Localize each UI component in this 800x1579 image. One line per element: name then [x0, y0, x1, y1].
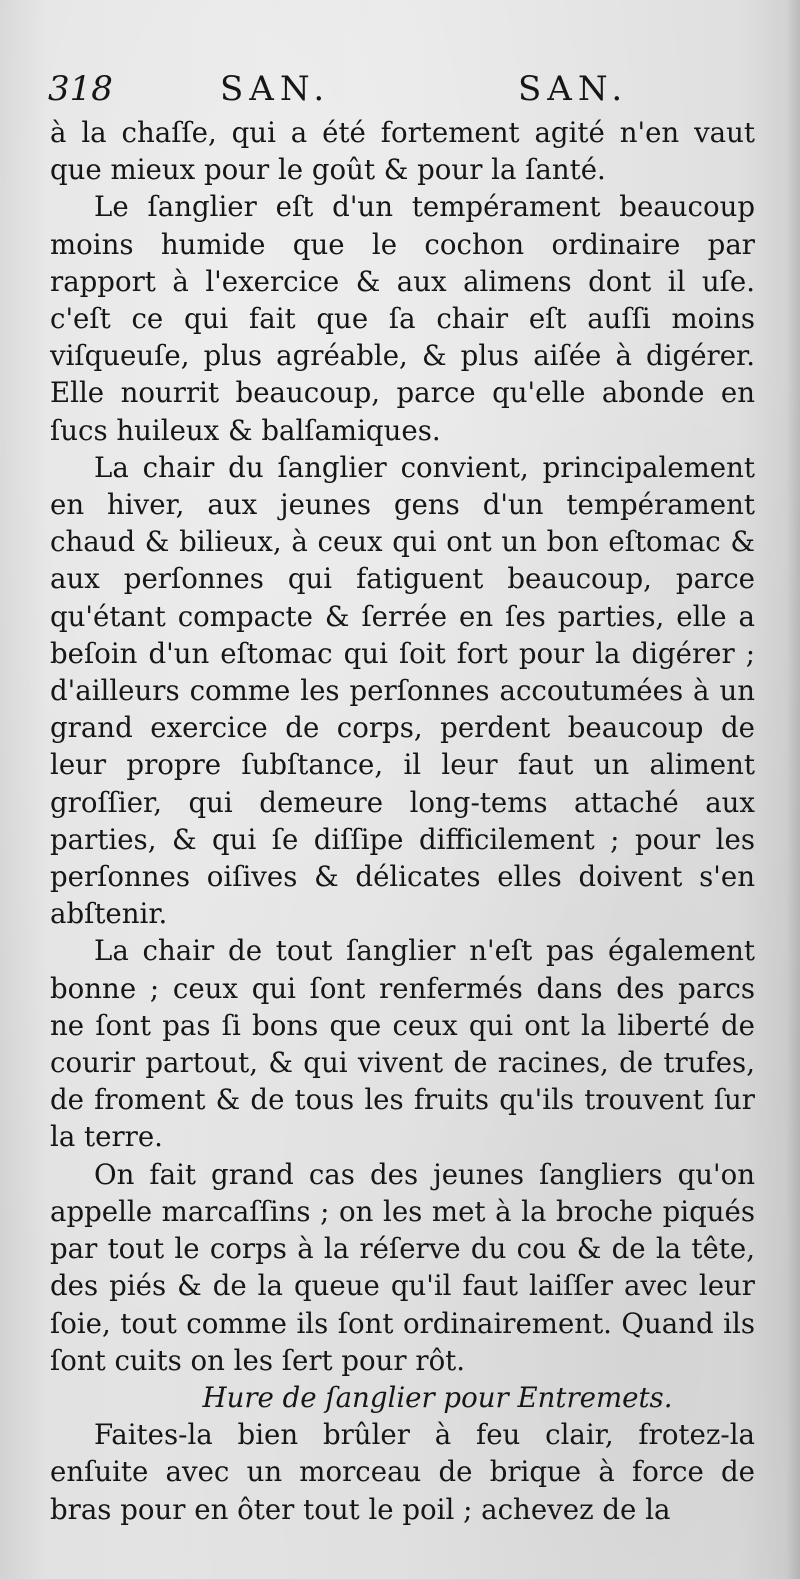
paragraph-chair-pas-egalement-bonne: La chair de tout ſanglier n'eſt pas également bonne ; ceux qui ſont renfermés dans des parcs ne ſont pas ſi bons que ceux qui ont la liberté de courir partout, & qui vivent de racines, de trufes, de froment & de tous les fruits qu'ils trouvent ſur la terre. — [50, 934, 755, 1154]
paragraph-chair-convient: La chair du ſanglier convient, principalement en hiver, aux jeunes gens d'un tempérament chaud & bilieux, à ceux qui ont un bon eſtomac & aux perſonnes qui fatiguent beaucoup, parce qu'étant compacte & ſerrée en ſes parties, elle a beſoin d'un eſtomac qui ſoit fort pour la digérer ; d'ailleurs comme les perſonnes accoutumées à un grand exercice de corps, perdent beaucoup de leur propre ſubſtance, il leur faut un aliment groſſier, qui demeure long-tems attaché aux parties, & qui ſe diſſipe difficilement ; pour les perſonnes oiſives & délicates elles doivent s'en abſtenir. — [50, 450, 755, 931]
page-edge-shadow — [786, 0, 800, 1579]
paragraph-continuation: à la chaſſe, qui a été fortement agité n'en vaut que mieux pour le goût & pour la ſanté. — [50, 116, 755, 187]
recipe-subheading: Hure de ſanglier pour Entremets. — [202, 1380, 673, 1414]
running-head-left: SAN. — [220, 69, 331, 109]
paragraph-recipe-start: Faites-la bien brûler à feu clair, frotez-la enſuite avec un morceau de brique à force de bras pour en ôter tout le poil ; achevez de la — [50, 1418, 755, 1526]
running-head-right: SAN. — [518, 69, 629, 109]
page-header — [48, 64, 728, 114]
paragraph-marcassins: On fait grand cas des jeunes ſangliers qu'on appelle marcaſſins ; on les met à la broche piqués par tout le corps à la réſerve du cou & de la tête, des piés & de la queue qu'il faut laiſſer avec leur ſoie, tout comme ils ſont ordinairement. Quand ils ſont cuits on les ſert pour rôt. — [50, 1157, 755, 1377]
page-number: 318 — [48, 69, 113, 109]
paragraph-sanglier-temperament: Le ſanglier eſt d'un tempérament beaucoup moins humide que le cochon ordinaire par rapport à l'exercice & aux alimens dont il uſe. c'eſt ce qui fait que ſa chair eſt auſſi moins viſqueuſe, plus agréable, & plus aiſée à digérer. Elle nourrit beaucoup, parce qu'elle abonde en ſucs huileux & balſamiques. — [50, 190, 755, 447]
body-text — [50, 114, 755, 1528]
